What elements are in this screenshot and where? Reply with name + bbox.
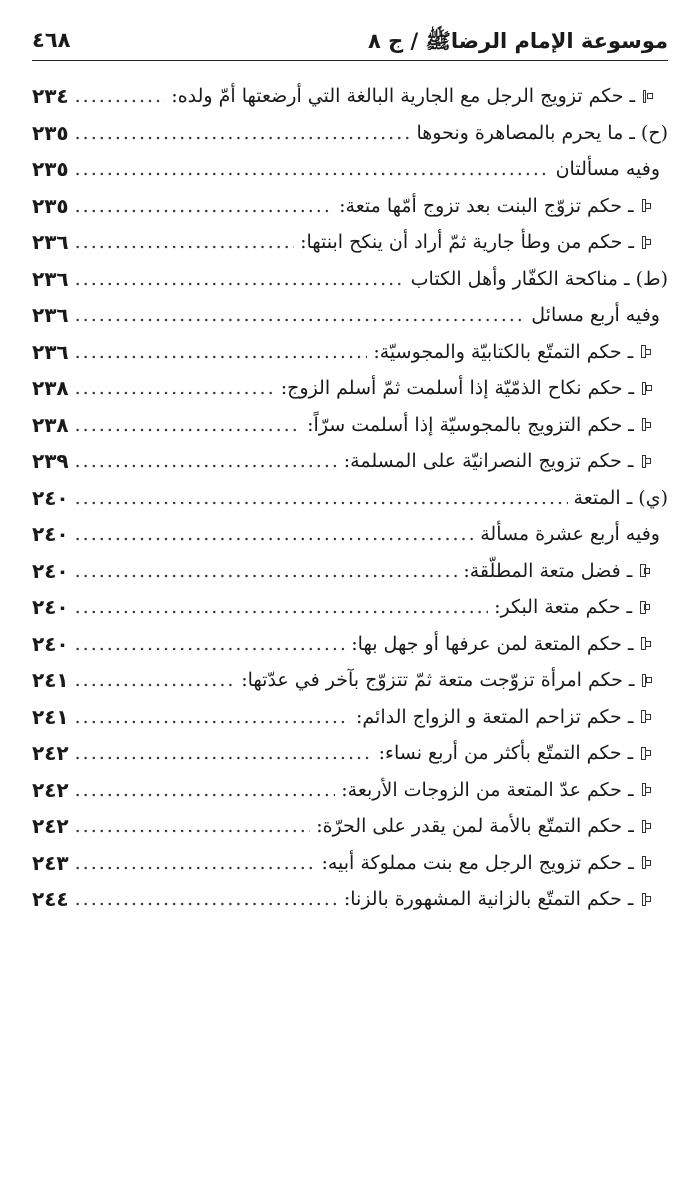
dot-leader <box>75 195 333 217</box>
toc-entry-title: ـ حكم متعة البكر: <box>494 596 633 619</box>
toc-entry[interactable] <box>32 845 668 882</box>
dot-leader <box>75 888 338 910</box>
toc-entry-page-number: ٢٤٠ <box>32 631 69 656</box>
toc-entry-title: ـ حكم التمتّع بالكتابيّة والمجوسيّة: <box>373 340 634 363</box>
toc-entry-title: ـ حكم التزويج بالمجوسيّة إذا أسلمت سرّاً: <box>307 413 634 436</box>
toc-entry-title: (ح) ـ ما يحرم بالمصاهرة ونحوها <box>416 121 668 144</box>
toc-entry[interactable] <box>32 553 668 590</box>
toc-entry-title: ـ حكم من وطأ جارية ثمّ أراد أن ينكح ابنتها: <box>300 231 634 254</box>
dot-leader <box>75 852 316 874</box>
toc-entry-page-number: ٢٤٣ <box>32 850 69 875</box>
toc-entry-page-number: ٢٤٠ <box>32 595 69 620</box>
toc-entry-title: ـ حكم تزويج النصرانيّة على المسلمة: <box>343 450 634 473</box>
square-bullet-icon <box>642 783 646 796</box>
toc-entry-title: ـ حكم نكاح الذمّيّة إذا أسلمت ثمّ أسلم الزوج: <box>280 377 635 400</box>
toc-entry-page-number: ٢٣٦ <box>32 266 69 291</box>
toc-entry-page-number: ٢٤٤ <box>32 887 69 912</box>
toc-entry-page-number: ٢٤٠ <box>32 522 69 547</box>
square-bullet-icon <box>642 418 646 431</box>
toc-entry[interactable] <box>32 662 668 699</box>
square-bullet-icon <box>642 856 646 869</box>
dot-leader <box>75 85 166 107</box>
toc-entry-page-number: ٢٤٢ <box>32 741 69 766</box>
dot-leader <box>75 633 346 655</box>
toc-entry[interactable] <box>32 407 668 444</box>
toc-entry-page-number: ٢٣٥ <box>32 193 69 218</box>
toc-entry-title: ـ حكم تزوّج البنت بعد تزوج أمّها متعة: <box>339 194 634 217</box>
dot-leader <box>75 706 350 728</box>
toc-entry-title: ـ حكم التمتّع بالأمة لمن يقدر على الحرّة: <box>316 815 634 838</box>
square-bullet-icon <box>640 601 646 614</box>
dot-leader <box>75 523 475 545</box>
toc-entry-page-number: ٢٤١ <box>32 704 69 729</box>
toc-entry-title: ـ حكم تزويج الرجل مع الجارية البالغة التي أرضعتها أمّ ولده: <box>171 85 636 108</box>
square-bullet-icon <box>642 199 646 212</box>
toc-entry-title: (ي) ـ المتعة <box>573 486 668 509</box>
dot-leader <box>75 669 236 691</box>
toc-entry-page-number: ٢٣٦ <box>32 339 69 364</box>
dot-leader <box>75 742 373 764</box>
toc-entry-page-number: ٢٣٤ <box>32 84 69 109</box>
toc-entry[interactable] <box>32 699 668 736</box>
toc-entry[interactable] <box>32 589 668 626</box>
dot-leader <box>75 268 405 290</box>
dot-leader <box>75 304 526 326</box>
square-bullet-icon <box>641 345 646 358</box>
page-number: ٤٦٨ <box>32 28 71 52</box>
running-title: موسوعة الإمام الرضاﷺ / ج ٨ <box>367 29 668 53</box>
square-bullet-icon <box>642 820 646 833</box>
toc-entry-page-number: ٢٣٥ <box>32 157 69 182</box>
toc-entry[interactable] <box>32 443 668 480</box>
toc-entry[interactable] <box>32 78 668 115</box>
toc-entry-title: وفيه أربع مسائل <box>531 304 660 327</box>
toc-entry[interactable] <box>32 151 668 188</box>
toc-entry[interactable] <box>32 881 668 918</box>
toc-entry[interactable] <box>32 334 668 371</box>
toc-entry[interactable] <box>32 224 668 261</box>
toc-entry-title: ـ فضل متعة المطلّقة: <box>463 559 633 582</box>
dot-leader <box>75 122 411 144</box>
toc-entry-page-number: ٢٤١ <box>32 668 69 693</box>
toc-entry-page-number: ٢٤٠ <box>32 485 69 510</box>
toc-entry[interactable] <box>32 808 668 845</box>
dot-leader <box>75 158 550 180</box>
toc-entry-title: ـ حكم المتعة لمن عرفها أو جهل بها: <box>351 632 634 655</box>
dot-leader <box>75 377 275 399</box>
toc-entry-title: ـ حكم عدّ المتعة من الزوجات الأربعة: <box>341 778 634 801</box>
dot-leader <box>75 779 336 801</box>
square-bullet-icon <box>641 710 646 723</box>
toc-entry[interactable] <box>32 480 668 517</box>
toc-entry-title: ـ حكم تزويج الرجل مع بنت مملوكة أبيه: <box>321 851 634 874</box>
square-bullet-icon <box>642 893 647 906</box>
dot-leader <box>75 450 338 472</box>
toc-entry[interactable] <box>32 516 668 553</box>
square-bullet-icon <box>641 637 646 650</box>
square-bullet-icon <box>641 747 646 760</box>
dot-leader <box>75 414 302 436</box>
dot-leader <box>75 560 458 582</box>
dot-leader <box>75 815 311 837</box>
toc-entry-page-number: ٢٣٩ <box>32 449 69 474</box>
toc-entry-page-number: ٢٣٦ <box>32 303 69 328</box>
toc-entry[interactable] <box>32 772 668 809</box>
toc-entry-page-number: ٢٤٠ <box>32 558 69 583</box>
square-bullet-icon <box>642 236 646 249</box>
toc-entry-title: ـ حكم تزاحم المتعة و الزواج الدائم: <box>356 705 634 728</box>
toc-entry-page-number: ٢٣٦ <box>32 230 69 255</box>
toc-entry-title: ـ حكم التمتّع بأكثر من أربع نساء: <box>378 742 634 765</box>
toc-entry-page-number: ٢٤٢ <box>32 814 69 839</box>
toc-entry[interactable] <box>32 188 668 225</box>
square-bullet-icon <box>642 382 646 395</box>
toc-entry-page-number: ٢٣٥ <box>32 120 69 145</box>
toc-entry[interactable] <box>32 735 668 772</box>
dot-leader <box>75 341 368 363</box>
toc-entry[interactable] <box>32 261 668 298</box>
dot-leader <box>75 596 488 618</box>
table-of-contents <box>32 78 668 918</box>
toc-entry[interactable] <box>32 115 668 152</box>
toc-entry-title: وفيه أربع عشرة مسألة <box>480 523 660 546</box>
square-bullet-icon <box>642 455 647 468</box>
square-bullet-icon <box>642 674 646 687</box>
toc-entry[interactable] <box>32 370 668 407</box>
toc-entry-page-number: ٢٣٨ <box>32 412 69 437</box>
square-bullet-icon <box>643 90 646 103</box>
dot-leader <box>75 487 568 509</box>
toc-entry-title: (ط) ـ مناكحة الكفّار وأهل الكتاب <box>410 267 668 290</box>
toc-entry-title: ـ حكم التمتّع بالزانية المشهورة بالزنا: <box>343 888 634 911</box>
toc-entry-page-number: ٢٤٢ <box>32 777 69 802</box>
toc-entry[interactable] <box>32 297 668 334</box>
dot-leader <box>75 231 294 253</box>
toc-entry-page-number: ٢٣٨ <box>32 376 69 401</box>
page-header <box>32 24 668 61</box>
toc-entry-title: وفيه مسألتان <box>555 158 660 181</box>
square-bullet-icon <box>640 564 646 577</box>
toc-entry-title: ـ حكم امرأة تزوّجت متعة ثمّ تتزوّج بآخر في عدّتها: <box>241 669 635 692</box>
toc-entry[interactable] <box>32 626 668 663</box>
